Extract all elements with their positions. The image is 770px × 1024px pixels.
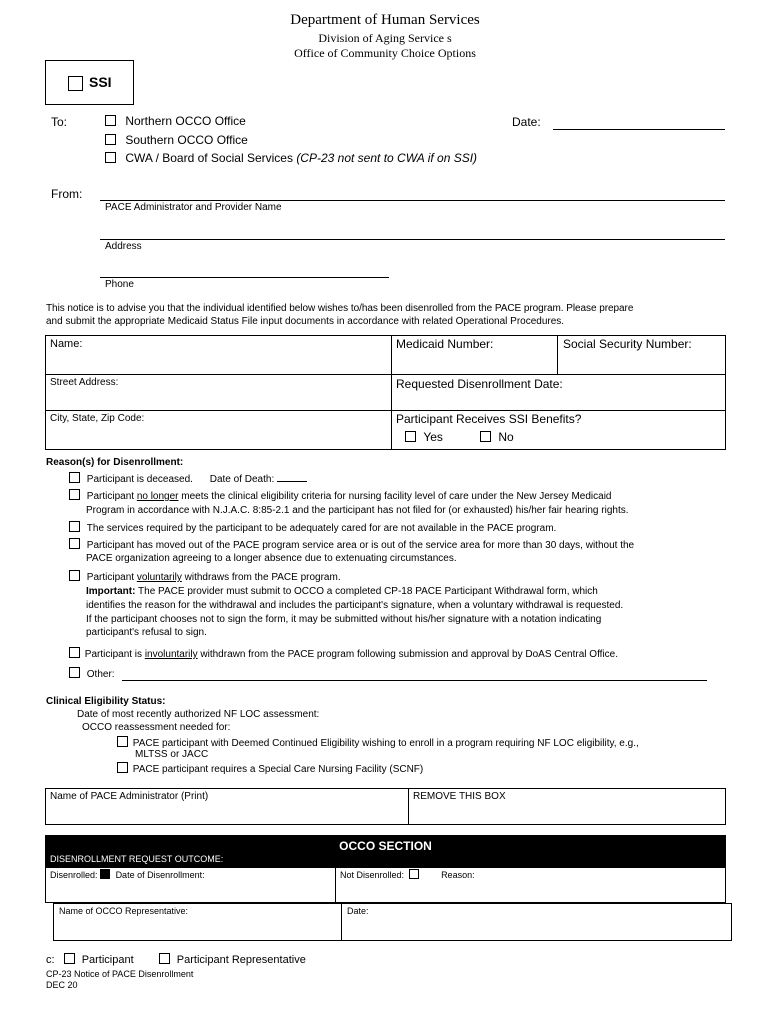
- date-field[interactable]: [553, 129, 725, 130]
- department-title: Department of Human Services: [290, 12, 480, 28]
- date-label: Date:: [512, 115, 541, 129]
- moved-out-checkbox[interactable]: [69, 538, 80, 549]
- northern-checkbox[interactable]: [105, 115, 116, 126]
- table-col-divider: [391, 335, 392, 450]
- ssi-yes-option[interactable]: Yes: [405, 430, 443, 444]
- ssi-yes-checkbox[interactable]: [405, 431, 416, 442]
- reason-moved-out[interactable]: Participant has moved out of the PACE program service area or is out of the service area for more than 30 days, without the: [69, 538, 634, 551]
- table-divider: [45, 410, 726, 411]
- voluntary-checkbox[interactable]: [69, 570, 80, 581]
- name-cell[interactable]: Name:: [50, 338, 83, 350]
- reason-deceased[interactable]: Participant is deceased. Date of Death:: [69, 472, 307, 485]
- southern-checkbox[interactable]: [105, 134, 116, 145]
- not-disenrolled-checkbox[interactable]: [409, 869, 419, 879]
- other-checkbox[interactable]: [69, 667, 80, 678]
- no-longer-eligible-checkbox[interactable]: [69, 489, 80, 500]
- phone-label: Phone: [105, 279, 134, 290]
- notice-line-2: and submit the appropriate Medicaid Status File input documents in accordance with related Operational Procedures.: [46, 316, 565, 327]
- city-state-zip-cell[interactable]: City, State, Zip Code:: [50, 413, 145, 424]
- ssi-checkbox[interactable]: [68, 76, 83, 91]
- occo-rep-date-field[interactable]: Date:: [347, 906, 369, 916]
- admin-name-label: PACE Administrator and Provider Name: [105, 202, 282, 213]
- reason-moved-out-line2: PACE organization agreeing to a longer absence due to extenuating circumstances.: [86, 553, 457, 564]
- street-address-cell[interactable]: Street Address:: [50, 377, 119, 388]
- phone-field[interactable]: [100, 277, 389, 278]
- ssi-box: [45, 60, 134, 105]
- office-title: Office of Community Choice Options: [294, 46, 476, 60]
- division-title: Division of Aging Service s: [318, 31, 452, 45]
- ssi-no-checkbox[interactable]: [480, 431, 491, 442]
- clinical-option-1[interactable]: PACE participant with Deemed Continued Eligibility wishing to enroll in a program requiring NF LOC eligibility, e.g.,: [117, 736, 639, 749]
- occo-section-title: OCCO SECTION: [339, 839, 432, 853]
- disenrolled-option[interactable]: Disenrolled: Date of Disenrollment:: [50, 870, 205, 880]
- death-date-field[interactable]: [277, 481, 307, 482]
- services-unavailable-checkbox[interactable]: [69, 521, 80, 532]
- notice-line-1: This notice is to advise you that the individual identified below wishes to/has been disenrolled from the PACE program. Please prepare: [46, 303, 634, 314]
- important-line-1: Important: The PACE provider must submit to OCCO a completed CP-18 PACE Participant Withdrawal form, which: [86, 586, 598, 597]
- admin-print-name-field[interactable]: Name of PACE Administrator (Print): [50, 791, 209, 802]
- clinical-option-2[interactable]: PACE participant requires a Special Care Nursing Facility (SCNF): [117, 762, 423, 775]
- medicaid-number-cell[interactable]: Medicaid Number:: [396, 337, 494, 351]
- ssn-cell[interactable]: Social Security Number:: [563, 337, 692, 351]
- ssi-question: Participant Receives SSI Benefits?: [396, 412, 582, 426]
- to-option-cwa[interactable]: CWA / Board of Social Services (CP-23 not sent to CWA if on SSI): [105, 151, 477, 165]
- reason-no-longer-eligible-line2: Program in accordance with N.J.A.C. 8:85-2.1 and the participant has not filed for (or exhausted) his/her fair hearing rights.: [86, 505, 629, 516]
- deemed-eligibility-checkbox[interactable]: [117, 736, 128, 747]
- admin-box-divider: [408, 788, 409, 825]
- participant-info-table: [45, 335, 726, 450]
- to-option-northern[interactable]: Northern OCCO Office: [105, 114, 246, 128]
- reason-other[interactable]: Other:: [69, 667, 115, 680]
- involuntary-checkbox[interactable]: [69, 647, 80, 658]
- disenrollment-date-cell[interactable]: Requested Disenrollment Date:: [396, 377, 563, 391]
- form-number: CP-23 Notice of PACE Disenrollment: [46, 969, 194, 979]
- ssi-no-option[interactable]: No: [480, 430, 514, 444]
- table-col-divider: [557, 335, 558, 374]
- cc-participant-rep-checkbox[interactable]: [159, 953, 170, 964]
- clinical-line-2: OCCO reassessment needed for:: [82, 722, 231, 733]
- outcome-label: DISENROLLMENT REQUEST OUTCOME:: [50, 854, 224, 864]
- cc-participant-checkbox[interactable]: [64, 953, 75, 964]
- important-line-3: If the participant chooses not to sign the form, it may be submitted without his/her signature with a notation indicating: [86, 614, 602, 625]
- cwa-checkbox[interactable]: [105, 152, 116, 163]
- clinical-heading: Clinical Eligibility Status:: [46, 696, 166, 707]
- address-field[interactable]: [100, 239, 725, 240]
- to-option-southern[interactable]: Southern OCCO Office: [105, 133, 248, 147]
- reason-services-unavailable[interactable]: The services required by the participant to be adequately cared for are not available in the PACE program.: [69, 521, 556, 534]
- ssi-label: SSI: [89, 74, 112, 90]
- other-field[interactable]: [122, 680, 707, 681]
- admin-name-field[interactable]: [100, 200, 725, 201]
- clinical-line-1: Date of most recently authorized NF LOC assessment:: [77, 709, 320, 720]
- to-label: To:: [51, 115, 68, 129]
- occo-section-header: [45, 835, 726, 868]
- disenrolled-checkbox[interactable]: [100, 869, 110, 879]
- occo-rep-divider: [341, 903, 342, 941]
- deceased-checkbox[interactable]: [69, 472, 80, 483]
- reason-voluntary[interactable]: Participant voluntarily withdraws from the PACE program.: [69, 570, 341, 583]
- address-label: Address: [105, 241, 142, 252]
- table-divider: [45, 374, 726, 375]
- important-line-4: participant's refusal to sign.: [86, 627, 207, 638]
- reasons-heading: Reason(s) for Disenrollment:: [46, 457, 184, 468]
- reason-involuntary[interactable]: Participant is involuntarily withdrawn from the PACE program following submission and approval by DoAS Central Office.: [69, 647, 618, 660]
- important-line-2: identifies the reason for the withdrawal and includes the participant's signature, when a voluntary withdrawal is requested.: [86, 600, 624, 611]
- remove-box-label: REMOVE THIS BOX: [413, 791, 506, 802]
- not-disenrolled-option[interactable]: Not Disenrolled: Reason:: [340, 870, 475, 880]
- outcome-divider: [335, 867, 336, 903]
- scnf-checkbox[interactable]: [117, 762, 128, 773]
- form-date: DEC 20: [46, 980, 78, 990]
- from-label: From:: [51, 187, 83, 201]
- reason-no-longer-eligible[interactable]: Participant no longer meets the clinical eligibility criteria for nursing facility level of care under the New Jersey Medicaid: [69, 489, 611, 502]
- cc-row: c: Participant Participant Representative: [46, 954, 306, 966]
- occo-rep-name-field[interactable]: Name of OCCO Representative:: [59, 906, 189, 916]
- clinical-option-1-line2: MLTSS or JACC: [135, 749, 209, 760]
